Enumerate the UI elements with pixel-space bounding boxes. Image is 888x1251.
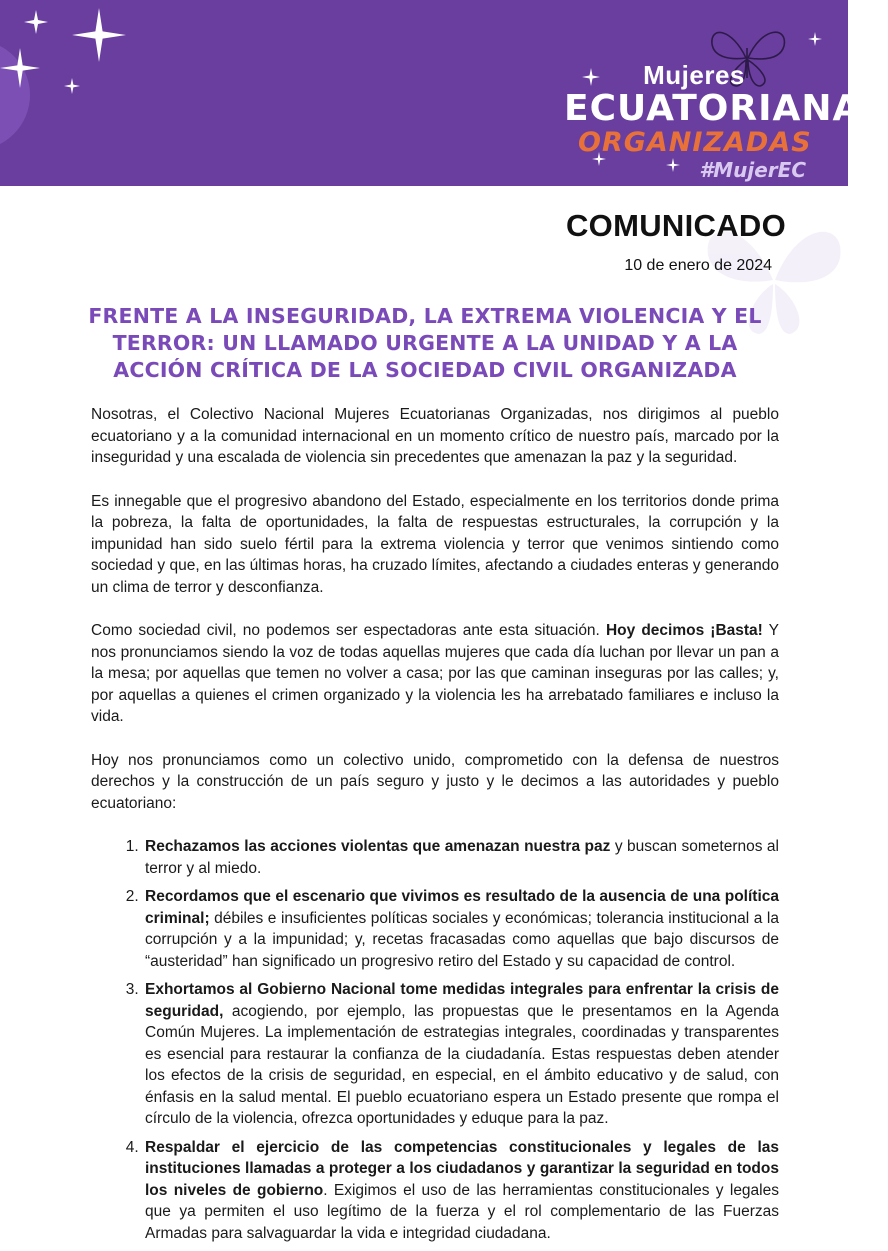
list-item bbox=[143, 836, 779, 879]
sparkle-icon bbox=[808, 32, 822, 46]
brand-line3: ORGANIZADAS bbox=[578, 127, 812, 158]
list-item-text: débiles e insuficientes políticas sociales y económicas; tolerancia institucional a la corrupción y a la impunidad; y, recetas fracasadas como aquellas que bajo discursos de “austeridad” han significado un progresivo retiro del Estado y su capacidad de control. bbox=[145, 909, 779, 970]
brand-hashtag: #MujerEC bbox=[699, 158, 806, 182]
list-item-bold: Rechazamos las acciones violentas que amenazan nuestra paz bbox=[145, 838, 611, 855]
document-date: 10 de enero de 2024 bbox=[624, 257, 772, 274]
list-item bbox=[143, 886, 779, 972]
list-item-text: . Exigimos el uso de las herramientas constitucionales y legales que ya permiten el uso legítimo de la fuerza y el rol complementario de las Fuerzas Armadas para salvaguardar la vida e integridad ciudadana. bbox=[145, 1181, 779, 1242]
list-item-text: y buscan someternos al terror y al miedo. bbox=[145, 838, 779, 877]
brand-line1: Mujeres bbox=[643, 60, 745, 90]
list-item-bold: Exhortamos al Gobierno Nacional tome medidas integrales para enfrentar la crisis de seguridad, bbox=[145, 981, 779, 1020]
paragraph-1: Nosotras, el Colectivo Nacional Mujeres Ecuatorianas Organizadas, nos dirigimos al pueblo ecuatoriano y a la comunidad internacional en un momento crítico de nuestro país, marcado por la inseguridad y una escalada de violencia sin precedentes que amenazan la paz y la seguridad. bbox=[91, 406, 779, 466]
header-banner bbox=[0, 0, 888, 186]
paragraph-2: Es innegable que el progresivo abandono del Estado, especialmente en los territorios donde prima la pobreza, la falta de oportunidades, la falta de respuestas estructurales, la corrupción y la impunidad han sido suelo fértil para la extrema violencia y terror que venimos sintiendo como sociedad y que, en las últimas horas, ha cruzado límites, afectando a ciudades enteras y generando un clima de terror y desconfianza. bbox=[91, 492, 779, 596]
sparkle-icon bbox=[24, 10, 48, 34]
document-label: COMUNICADO bbox=[566, 208, 786, 243]
list-item-bold: Respaldar el ejercicio de las competencias constitucionales y legales de las instituciones llamadas a proteger a los ciudadanos y garantizar la seguridad en todos los niveles de gobierno bbox=[145, 1138, 779, 1199]
sparkle-icon bbox=[64, 78, 80, 94]
brand-logo bbox=[564, 60, 888, 183]
demands-list bbox=[91, 836, 779, 1244]
paragraph-3-text-a: Como sociedad civil, no podemos ser espectadoras ante esta situación. bbox=[91, 622, 606, 639]
list-item bbox=[143, 1137, 779, 1245]
brand-line2: ECUATORIANAS bbox=[564, 88, 888, 129]
document-body bbox=[91, 404, 779, 1251]
paragraph-3 bbox=[91, 620, 779, 728]
paragraph-4: Hoy nos pronunciamos como un colectivo unido, comprometido con la defensa de nuestros derechos y la construcción de un país seguro y justo y le decimos a las autoridades y pueblo ecuatoriano: bbox=[91, 751, 779, 812]
list-item-bold: Recordamos que el escenario que vivimos es resultado de la ausencia de una política criminal; bbox=[145, 888, 779, 927]
sparkle-icon bbox=[0, 48, 40, 88]
list-item-text: acogiendo, por ejemplo, las propuestas que le presentamos en la Agenda Común Mujeres. La implementación de estrategias integrales, coordinadas y transparentes es esencial para restaurar la confianza de la ciudadanía. Estas respuestas deben atender los efectos de la crisis de seguridad, en especial, en el ámbito educativo y de salud, con énfasis en la salud mental. El pueblo ecuatoriano espera un Estado presente que rompa el círculo de la violencia, ofrezca oportunidades y eduque para la paz. bbox=[145, 1002, 779, 1127]
list-item bbox=[143, 979, 779, 1130]
paragraph-3-emphasis: Hoy decimos ¡Basta! bbox=[605, 622, 763, 639]
sparkle-icon bbox=[72, 8, 126, 62]
document-headline: FRENTE A LA INSEGURIDAD, LA EXTREMA VIOLENCIA Y EL TERROR: UN LLAMADO URGENTE A LA UNIDAD Y A LA ACCIÓN CRÍTICA DE LA SOCIEDAD CIVIL ORGANIZADA bbox=[88, 304, 762, 382]
paragraph-3-text-b: Y nos pronunciamos siendo la voz de todas aquellas mujeres que cada día luchan por llevar un pan a la mesa; por aquellas que temen no volver a casa; por las que caminan inseguras por las calles; y, por aquellas a quienes el crimen organizado y la violencia les ha arrebatado familiares e incluso la vida. bbox=[91, 622, 779, 725]
